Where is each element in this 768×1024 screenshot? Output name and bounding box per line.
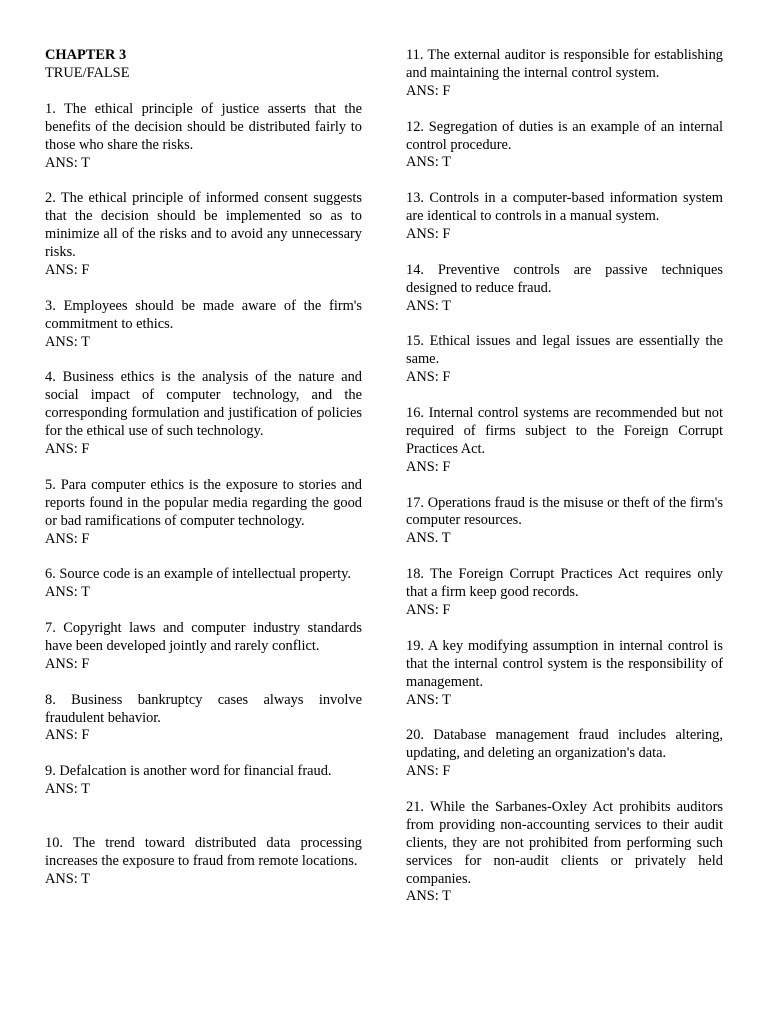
question-6 <box>45 566 362 602</box>
question-18 <box>406 566 723 620</box>
answer-label: ANS: T <box>406 154 451 171</box>
answer-label: ANS: T <box>45 333 90 350</box>
question-19 <box>406 638 723 710</box>
question-14 <box>406 262 723 316</box>
question-text: 4. Business ethics is the analysis of the nature and social impact of computer technology, and the corresponding formulation and justification of policies for the ethical use of such technology. <box>45 369 362 440</box>
answer-label: ANS: F <box>406 82 451 99</box>
answer-label: ANS: T <box>406 888 451 905</box>
section-label: TRUE/FALSE <box>45 64 130 81</box>
question-text: 8. Business bankruptcy cases always involve fraudulent behavior. <box>45 691 362 726</box>
answer-label: ANS: F <box>45 655 90 672</box>
answer-label: ANS: F <box>406 458 451 475</box>
question-8 <box>45 692 362 746</box>
question-text: 16. Internal control systems are recommended but not required of firms subject to the Foreign Corrupt Practices Act. <box>406 405 723 457</box>
question-text: 21. While the Sarbanes-Oxley Act prohibits auditors from providing non-accounting services to their audit clients, they are not prohibited from performing such services for non-audit clients or privately held companies. <box>406 798 723 887</box>
answer-label: ANS: F <box>406 226 451 243</box>
question-10 <box>45 835 362 889</box>
question-2 <box>45 190 362 280</box>
question-text: 18. The Foreign Corrupt Practices Act requires only that a firm keep good records. <box>406 566 723 601</box>
question-7 <box>45 620 362 674</box>
question-text: 5. Para computer ethics is the exposure to stories and reports found in the popular media regarding the good or bad ramifications of computer technology. <box>45 476 362 529</box>
question-text: 14. Preventive controls are passive techniques designed to reduce fraud. <box>406 261 723 296</box>
question-text: 20. Database management fraud includes altering, updating, and deleting an organization's data. <box>406 727 723 762</box>
answer-label: ANS: T <box>406 691 451 708</box>
answer-label: ANS: T <box>406 297 451 314</box>
question-4 <box>45 369 362 459</box>
question-13 <box>406 190 723 244</box>
question-21 <box>406 799 723 906</box>
answer-label: ANS: F <box>406 763 451 780</box>
question-3 <box>45 298 362 352</box>
question-text: 19. A key modifying assumption in internal control is that the internal control system is the responsibility of management. <box>406 637 723 690</box>
question-12 <box>406 119 723 173</box>
answer-label: ANS: F <box>45 530 90 547</box>
question-17 <box>406 495 723 549</box>
answer-label: ANS: T <box>45 154 90 171</box>
question-text: 1. The ethical principle of justice asserts that the benefits of the decision should be distributed fairly to those who share the risks. <box>45 100 362 153</box>
answer-label: ANS: F <box>406 369 451 386</box>
left-column <box>45 47 362 906</box>
question-text: 6. Source code is an example of intellectual property. <box>45 566 351 583</box>
question-text: 11. The external auditor is responsible for establishing and maintaining the internal control system. <box>406 47 723 81</box>
question-text: 9. Defalcation is another word for financial fraud. <box>45 763 332 780</box>
question-11 <box>406 47 723 101</box>
question-text: 12. Segregation of duties is an example of an internal control procedure. <box>406 118 723 153</box>
question-text: 15. Ethical issues and legal issues are essentially the same. <box>406 333 723 368</box>
question-text: 10. The trend toward distributed data processing increases the exposure to fraud from remote locations. <box>45 834 362 869</box>
question-text: 13. Controls in a computer-based information system are identical to controls in a manual system. <box>406 190 723 225</box>
question-1 <box>45 101 362 173</box>
answer-label: ANS: T <box>45 870 90 887</box>
question-text: 7. Copyright laws and computer industry standards have been developed jointly and rarely conflict. <box>45 620 362 654</box>
question-20 <box>406 727 723 781</box>
answer-label: ANS: F <box>45 440 90 457</box>
question-text: 3. Employees should be made aware of the firm's commitment to ethics. <box>45 297 362 332</box>
answer-label: ANS: T <box>45 781 90 798</box>
answer-label: ANS. T <box>406 530 451 547</box>
right-column <box>406 47 723 924</box>
question-15 <box>406 333 723 387</box>
question-9 <box>45 763 362 799</box>
question-text: 2. The ethical principle of informed consent suggests that the decision should be implemented so as to minimize all of the risks and to avoid any unnecessary risks. <box>45 190 362 261</box>
question-text: 17. Operations fraud is the misuse or theft of the firm's computer resources. <box>406 494 723 529</box>
chapter-title: CHAPTER 3 <box>45 47 127 63</box>
question-16 <box>406 405 723 477</box>
answer-label: ANS: F <box>45 261 90 278</box>
question-5 <box>45 477 362 549</box>
answer-label: ANS: F <box>406 601 451 618</box>
answer-label: ANS: F <box>45 727 90 744</box>
answer-label: ANS: T <box>45 584 90 601</box>
